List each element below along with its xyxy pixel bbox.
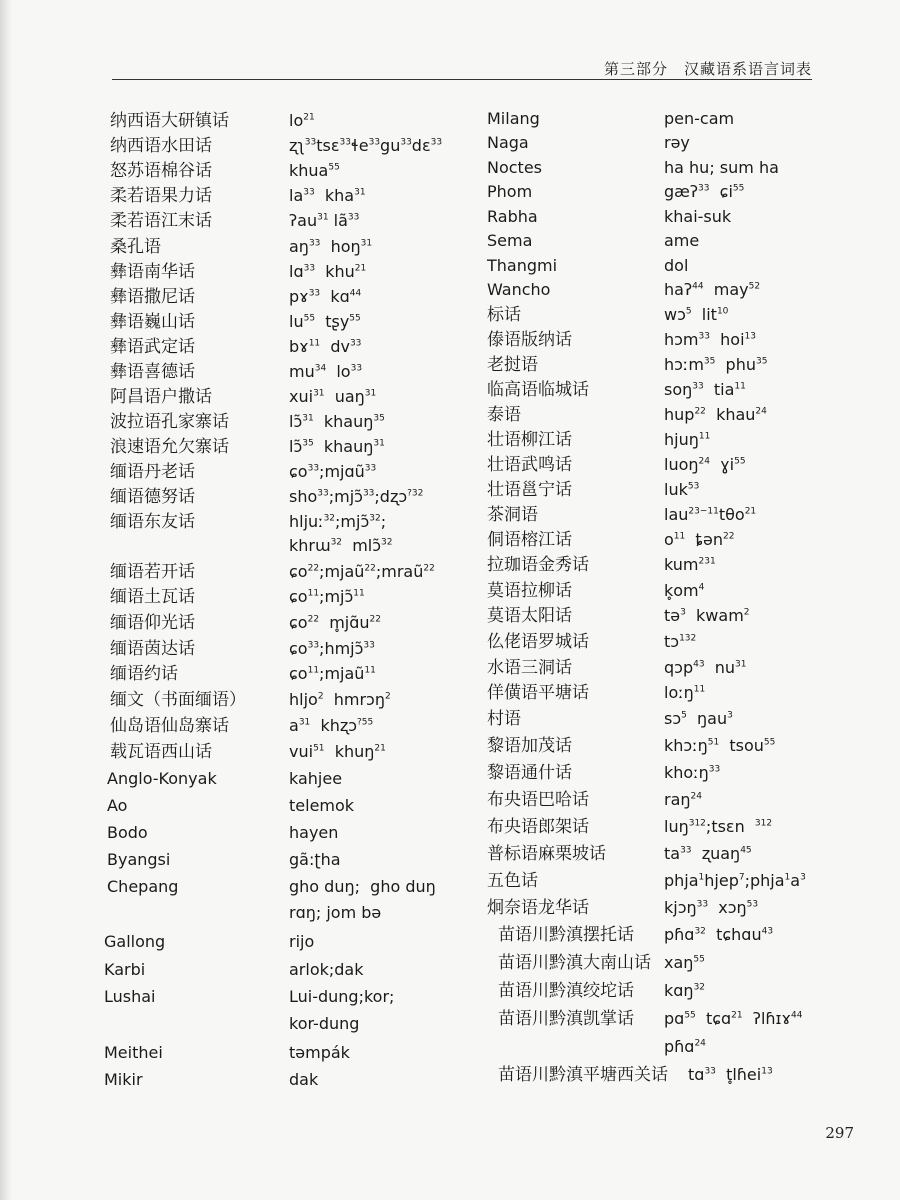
language-name: 黎语通什话 bbox=[487, 763, 572, 783]
language-name: 苗语川黔滇绞坨话 bbox=[498, 981, 634, 1001]
language-name: 苗语川黔滇摆托话 bbox=[498, 925, 634, 945]
word-form: hɔm$^{33}$ hoi$^{13}$ bbox=[664, 330, 756, 349]
language-name: 拉珈语金秀话 bbox=[487, 555, 589, 575]
word-form: haʔ$^{44}$ may$^{52}$ bbox=[664, 280, 761, 299]
word-form: ha hu; sum ha bbox=[664, 158, 779, 177]
language-name: Wancho bbox=[487, 280, 551, 299]
word-form: ʔau$^{31}$ $lã^{33}$ bbox=[289, 211, 360, 230]
language-name: 纳西语水田话 bbox=[110, 136, 212, 156]
language-name: 苗语川黔滇大南山话 bbox=[498, 953, 651, 973]
language-name: 彝语南华话 bbox=[110, 262, 195, 282]
word-form: lɔ̃$^{31}$ khauŋ$^{35}$ bbox=[289, 412, 385, 431]
language-name: 载瓦语西山话 bbox=[110, 742, 212, 762]
language-name: 缅语丹老话 bbox=[110, 462, 195, 482]
word-form: tɑ$^{33}$ t̥lɦei$^{13}$ bbox=[688, 1065, 773, 1084]
word-form: $lo^{21}$ bbox=[289, 111, 315, 130]
word-form: hɔːm$^{35}$ phu$^{35}$ bbox=[664, 355, 768, 374]
language-name: 临高语临城话 bbox=[487, 380, 589, 400]
word-form: telemok bbox=[289, 796, 355, 815]
language-name: Lushai bbox=[104, 987, 156, 1006]
language-name: 茶洞语 bbox=[487, 505, 538, 525]
language-name: Sema bbox=[487, 231, 533, 250]
word-form: ɕo$^{33}$;mjɑũ$^{33}$ bbox=[289, 462, 377, 481]
word-form: $phja^1hjep^7;phja^1a^3$ bbox=[664, 871, 806, 890]
language-name: 炯奈语龙华话 bbox=[487, 898, 589, 918]
word-form: kahjee bbox=[289, 769, 343, 788]
word-form: pɤ$^{33}$ kɑ$^{44}$ bbox=[289, 287, 362, 306]
language-name: 仙岛语仙岛寨话 bbox=[110, 716, 229, 736]
word-form: ɕo$^{11}$;mjɔ̃$^{11}$ bbox=[289, 587, 365, 606]
language-name: Thangmi bbox=[487, 256, 558, 275]
language-name: 莫语太阳话 bbox=[487, 606, 572, 626]
language-name: Rabha bbox=[487, 207, 538, 226]
language-name: Meithei bbox=[104, 1043, 163, 1062]
word-form: $ta^{33}$ ʐuaŋ$^{45}$ bbox=[664, 844, 752, 863]
word-form: lau$^{23-11}$tθo$^{21}$ bbox=[664, 505, 757, 524]
word-form: kum$^{231}$ bbox=[664, 555, 716, 574]
word-form: ɕo$^{33}$;hmjɔ̃$^{33}$ bbox=[289, 639, 375, 658]
language-name: 柔若语江末话 bbox=[110, 211, 212, 231]
language-name: Naga bbox=[487, 133, 529, 152]
word-form: $aŋ^{33}$ hoŋ$^{31}$ bbox=[289, 237, 373, 256]
header-title: 第三部分 汉藏语系语言词表 bbox=[603, 60, 812, 78]
language-name: Chepang bbox=[107, 877, 179, 896]
word-form: pɦɑ$^{32}$ tɕhɑu$^{43}$ bbox=[664, 925, 774, 944]
language-name: 仫佬语罗城话 bbox=[487, 632, 589, 652]
language-name: 彝语巍山话 bbox=[110, 312, 195, 332]
language-name: Ao bbox=[107, 796, 128, 815]
word-form: gæʔ$^{33}$ ɕi$^{55}$ bbox=[664, 182, 745, 201]
language-name: 缅语东友话 bbox=[110, 512, 195, 532]
language-name: Byangsi bbox=[107, 850, 171, 869]
word-form: $mu^{34}$ $lo^{33}$ bbox=[289, 362, 363, 381]
word-form: luŋ$^{312}$;tsɛn $^{312}$ bbox=[664, 817, 773, 836]
word-form: lɑ$^{33}$ khu$^{21}$ bbox=[289, 262, 367, 281]
word-form: ɕo$^{11}$;mjaũ$^{11}$ bbox=[289, 664, 376, 683]
running-header bbox=[112, 56, 812, 86]
word-form: khua$^{55}$ bbox=[289, 161, 340, 180]
word-form: xui$^{31}$ uaŋ$^{31}$ bbox=[289, 387, 377, 406]
word-form: kor-dung bbox=[289, 1014, 360, 1033]
word-form: dol bbox=[664, 256, 689, 275]
word-form: khai-suk bbox=[664, 207, 732, 226]
language-name: 缅语若开话 bbox=[110, 562, 195, 582]
word-form: raŋ$^{24}$ bbox=[664, 790, 702, 809]
language-name: 壮语邕宁话 bbox=[487, 480, 572, 500]
word-form: soŋ$^{33}$ tia$^{11}$ bbox=[664, 380, 746, 399]
word-form: $la^{33}$ kha$^{31}$ bbox=[289, 186, 366, 205]
word-form: loːŋ$^{11}$ bbox=[664, 683, 706, 702]
word-form: hljuː$^{32}$;mjɔ̃$^{32}$; bbox=[289, 512, 387, 531]
word-form: ɕo$^{22}$;mjaũ$^{22}$;mraũ$^{22}$ bbox=[289, 562, 435, 581]
word-form: kjɔŋ$^{33}$ xɔŋ$^{53}$ bbox=[664, 898, 759, 917]
language-name: 莫语拉柳话 bbox=[487, 581, 572, 601]
word-form: dak bbox=[289, 1070, 319, 1089]
word-form: ɕo$^{22}$ $m̥jɑ̃u^{22}$ bbox=[289, 613, 381, 632]
language-name: 五色话 bbox=[487, 871, 538, 891]
word-form: xaŋ$^{55}$ bbox=[664, 953, 705, 972]
word-form: gho duŋ; gho duŋ bbox=[289, 877, 436, 896]
language-name: 柔若语果力话 bbox=[110, 186, 212, 206]
language-name: 浪速语允欠寨话 bbox=[110, 437, 229, 457]
word-form: $lu^{55}$ tʂy$^{55}$ bbox=[289, 312, 361, 331]
language-name: 彝语武定话 bbox=[110, 337, 195, 357]
word-form: tə$^3$ kwam$^2$ bbox=[664, 606, 750, 625]
language-name: 佯僙语平塘话 bbox=[487, 683, 589, 703]
language-name: 缅语约话 bbox=[110, 664, 178, 684]
page-number: 297 bbox=[825, 1124, 854, 1142]
word-form: vui$^{51}$ khuŋ$^{21}$ bbox=[289, 742, 386, 761]
word-form: hjuŋ$^{11}$ bbox=[664, 430, 711, 449]
language-name: Noctes bbox=[487, 158, 543, 177]
word-form: hup$^{22}$ khau$^{24}$ bbox=[664, 405, 767, 424]
word-form: $o^{11}$ ȶən$^{22}$ bbox=[664, 530, 735, 549]
header-rule bbox=[112, 79, 812, 80]
language-name: 普标语麻栗坡话 bbox=[487, 844, 606, 864]
word-form: ame bbox=[664, 231, 700, 250]
word-form: pɦɑ$^{24}$ bbox=[664, 1037, 706, 1056]
word-form: tɔ$^{132}$ bbox=[664, 632, 697, 651]
language-name: Phom bbox=[487, 182, 533, 201]
word-form: rəy bbox=[664, 133, 690, 152]
book-binding-shadow bbox=[0, 0, 12, 1200]
language-name: 傣语版纳话 bbox=[487, 330, 572, 350]
language-name: Bodo bbox=[107, 823, 148, 842]
language-name: Mikir bbox=[104, 1070, 143, 1089]
language-name: 侗语榕江话 bbox=[487, 530, 572, 550]
word-form: rijo bbox=[289, 932, 315, 951]
word-form: kɑŋ$^{32}$ bbox=[664, 981, 706, 1000]
word-form: rɑŋ; jom bə bbox=[289, 903, 382, 922]
language-name: 布央语巴哈话 bbox=[487, 790, 589, 810]
language-name: 缅语德努话 bbox=[110, 487, 195, 507]
word-form: khɔːŋ$^{51}$ tsou$^{55}$ bbox=[664, 736, 776, 755]
word-form: $k̥om^4$ bbox=[664, 581, 705, 600]
word-form: khoːŋ$^{33}$ bbox=[664, 763, 721, 782]
word-form: pen-cam bbox=[664, 109, 735, 128]
word-form: təmpák bbox=[289, 1043, 350, 1062]
language-name: 波拉语孔家寨话 bbox=[110, 412, 229, 432]
word-form: luoŋ$^{24}$ ɣi$^{55}$ bbox=[664, 455, 746, 474]
word-form: luk$^{53}$ bbox=[664, 480, 700, 499]
language-name: 标话 bbox=[487, 305, 521, 325]
word-form: hayen bbox=[289, 823, 339, 842]
language-name: Karbi bbox=[104, 960, 146, 979]
word-form: pɑ$^{55}$ tɕɑ$^{21}$ ʔlɦɪɤ$^{44}$ bbox=[664, 1009, 803, 1028]
language-name: 泰语 bbox=[487, 405, 521, 425]
language-name: Gallong bbox=[104, 932, 166, 951]
language-name: 彝语喜德话 bbox=[110, 362, 195, 382]
language-name: 桑孔语 bbox=[110, 237, 161, 257]
word-form: bɤ$^{11}$ $dv^{33}$ bbox=[289, 337, 362, 356]
language-name: 黎语加茂话 bbox=[487, 736, 572, 756]
language-name: Milang bbox=[487, 109, 540, 128]
language-name: 缅语茵达话 bbox=[110, 639, 195, 659]
word-form: gã:ʈha bbox=[289, 850, 341, 869]
language-name: 缅语土瓦话 bbox=[110, 587, 195, 607]
word-form: $ʐʅ^{33}tsɛ^{33}ɬe^{33}gu^{33}dɛ^{33}$ bbox=[289, 136, 443, 155]
word-form: qɔp$^{43}$ $nu^{31}$ bbox=[664, 658, 747, 677]
language-name: 纳西语大研镇话 bbox=[110, 111, 229, 131]
word-form: wɔ$^5$ lit$^{10}$ bbox=[664, 305, 729, 324]
word-form: arlok;dak bbox=[289, 960, 364, 979]
word-form: Lui-dung;kor; bbox=[289, 987, 395, 1006]
language-name: 老挝语 bbox=[487, 355, 538, 375]
word-form: sɔ$^5$ ŋau$^3$ bbox=[664, 709, 733, 728]
word-form: sho$^{33}$;mjɔ̃$^{33}$;dʐɔ$^{?32}$ bbox=[289, 487, 424, 506]
language-name: 怒苏语棉谷话 bbox=[110, 161, 212, 181]
language-name: 苗语川黔滇平塘西关话 bbox=[498, 1065, 668, 1085]
language-name: 布央语郎架话 bbox=[487, 817, 589, 837]
word-form: $a^{31}$ khʐɔ$^{?55}$ bbox=[289, 716, 374, 735]
language-name: 水语三洞话 bbox=[487, 658, 572, 678]
language-name: 缅语仰光话 bbox=[110, 613, 195, 633]
word-form: hljo$^2$ hmrɔŋ$^2$ bbox=[289, 690, 391, 709]
word-form: lɔ̃$^{35}$ khauŋ$^{31}$ bbox=[289, 437, 385, 456]
language-name: Anglo-Konyak bbox=[107, 769, 217, 788]
word-form: khrɯ$^{32}$ mlɔ̃$^{32}$ bbox=[289, 536, 393, 555]
language-name: 村语 bbox=[487, 709, 521, 729]
language-name: 彝语撒尼话 bbox=[110, 287, 195, 307]
language-name: 缅文（书面缅语） bbox=[110, 690, 246, 710]
language-name: 苗语川黔滇凯掌话 bbox=[498, 1009, 634, 1029]
language-name: 壮语武鸣话 bbox=[487, 455, 572, 475]
language-name: 壮语柳江话 bbox=[487, 430, 572, 450]
language-name: 阿昌语户撒话 bbox=[110, 387, 212, 407]
